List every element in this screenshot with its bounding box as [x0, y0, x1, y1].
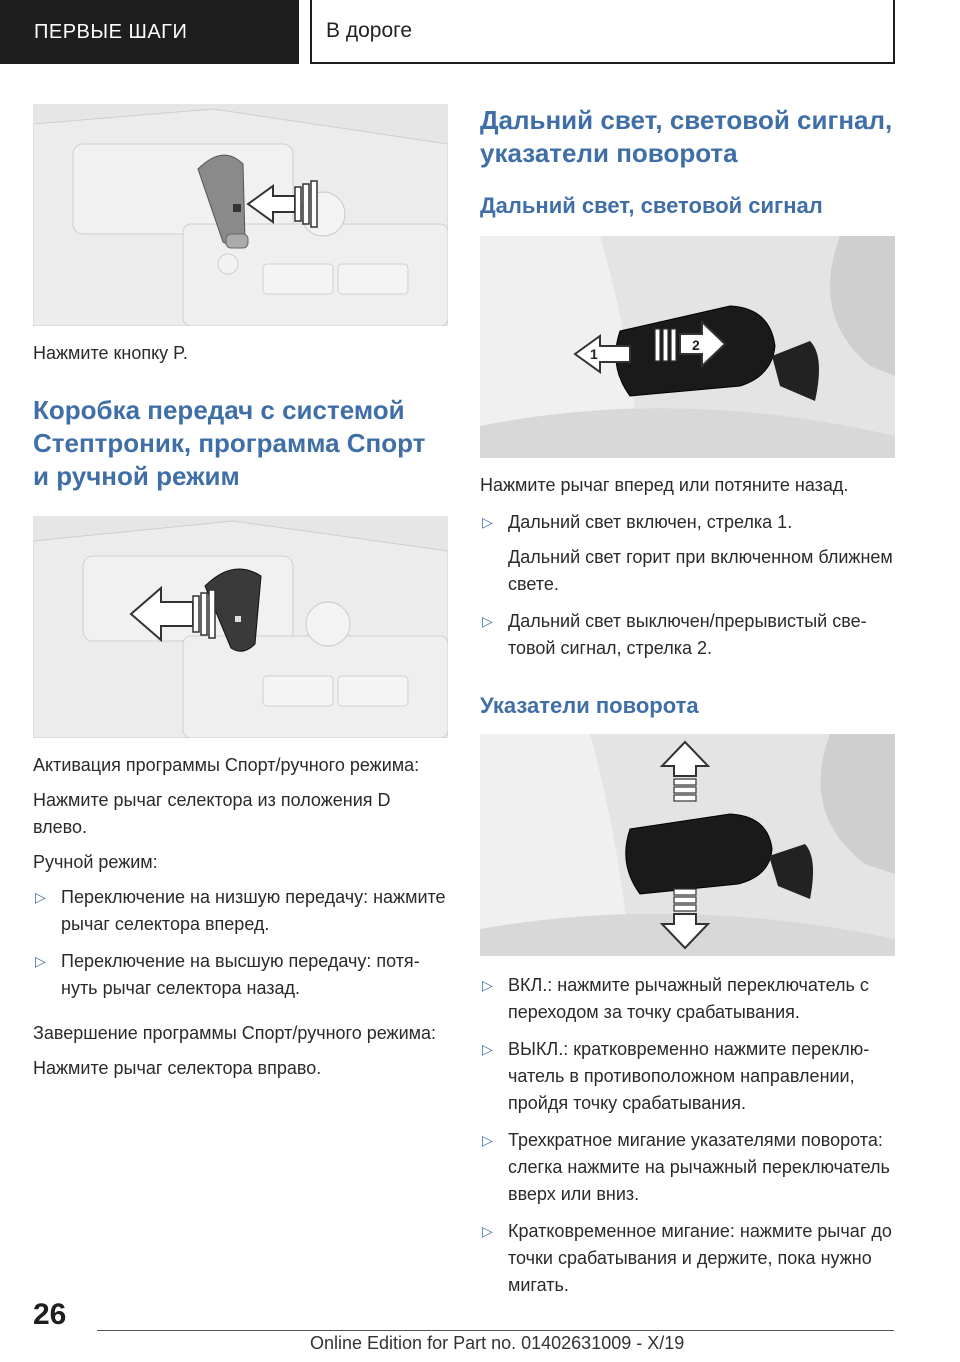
section-title: В дороге — [326, 19, 413, 42]
high-beam-instruction: Нажмите рычаг вперед или потяните назад. — [480, 475, 849, 495]
list-item: ▷ Переключение на высшую передачу: потянуть рычаг селектора назад. — [33, 948, 448, 1002]
gear-selector-left-figure — [33, 516, 448, 738]
footer-divider — [97, 1330, 894, 1331]
footer-edition: Online Edition for Part no. 01402631009 - X/19 — [310, 1333, 685, 1353]
turn-signal-lever-figure — [480, 734, 895, 956]
turn-signal-list — [480, 972, 895, 1299]
triangle-bullet-icon: ▷ — [35, 889, 46, 905]
high-beam-lever-figure — [480, 236, 895, 458]
left-column — [33, 104, 448, 1082]
list-item: ▷ Дальний свет включен, стрелка 1. Дальний свет горит при включенном ближнем свете. — [480, 509, 895, 598]
chapter-tab — [0, 0, 299, 64]
sport-activation-instruction: Нажмите рычаг селектора из положения D влево. — [33, 790, 391, 837]
park-caption: Нажмите кнопку P. — [33, 343, 188, 363]
high-beam-list — [480, 509, 895, 662]
manual-mode-label: Ручной режим: — [33, 852, 158, 872]
sport-activation-text: Активация программы Спорт/ручного режима: — [33, 755, 420, 775]
triangle-bullet-icon: ▷ — [482, 1132, 493, 1148]
manual-mode-list — [33, 884, 448, 1002]
triangle-bullet-icon: ▷ — [482, 1223, 493, 1239]
list-item: ▷ Трехкратное мигание указателями поворота: слегка нажмите на рычажный переключатель вверх или вниз. — [480, 1127, 895, 1208]
chapter-title: ПЕРВЫЕ ШАГИ — [34, 20, 188, 43]
sport-exit-text: Завершение программы Спорт/ручного режима: — [33, 1023, 437, 1043]
list-item: ▷ ВЫКЛ.: кратковременно нажмите переключатель в противоположном направлении, пройдя точку срабатывания. — [480, 1036, 895, 1117]
triangle-bullet-icon: ▷ — [482, 1041, 493, 1057]
list-item: ▷ Кратковременное мигание: нажмите рычаг до точки срабатывания и держите, пока нужно мигать. — [480, 1218, 895, 1299]
list-item: ▷ Переключение на низшую передачу: нажмите рычаг селектора вперед. — [33, 884, 448, 938]
list-item: ▷ Дальний свет выключен/прерывистый световой сигнал, стрелка 2. — [480, 608, 895, 662]
arrow-1-label: 1 — [590, 346, 598, 362]
right-column — [480, 104, 895, 1299]
list-item-note: Дальний свет горит при включенном ближнем свете. — [508, 547, 893, 594]
section-header — [310, 0, 895, 64]
steptronic-heading: Коробка передач с системой Стептроник, программа Спорт и ручной режим — [33, 395, 426, 491]
triangle-bullet-icon: ▷ — [35, 953, 46, 969]
triangle-bullet-icon: ▷ — [482, 977, 493, 993]
high-beam-heading: Дальний свет, световой сигнал, указатели поворота — [480, 105, 893, 168]
sport-exit-instruction: Нажмите рычаг селектора вправо. — [33, 1058, 322, 1078]
list-item: ▷ ВКЛ.: нажмите рычажный переключатель с переходом за точку срабатывания. — [480, 972, 895, 1026]
arrow-2-label: 2 — [692, 337, 700, 353]
page-number: 26 — [33, 1298, 67, 1331]
triangle-bullet-icon: ▷ — [482, 514, 493, 530]
turn-signals-heading: Указатели поворота — [480, 693, 699, 718]
triangle-bullet-icon: ▷ — [482, 613, 493, 629]
high-beam-subheading: Дальний свет, световой сигнал — [480, 193, 823, 218]
gear-selector-park-figure — [33, 104, 448, 326]
